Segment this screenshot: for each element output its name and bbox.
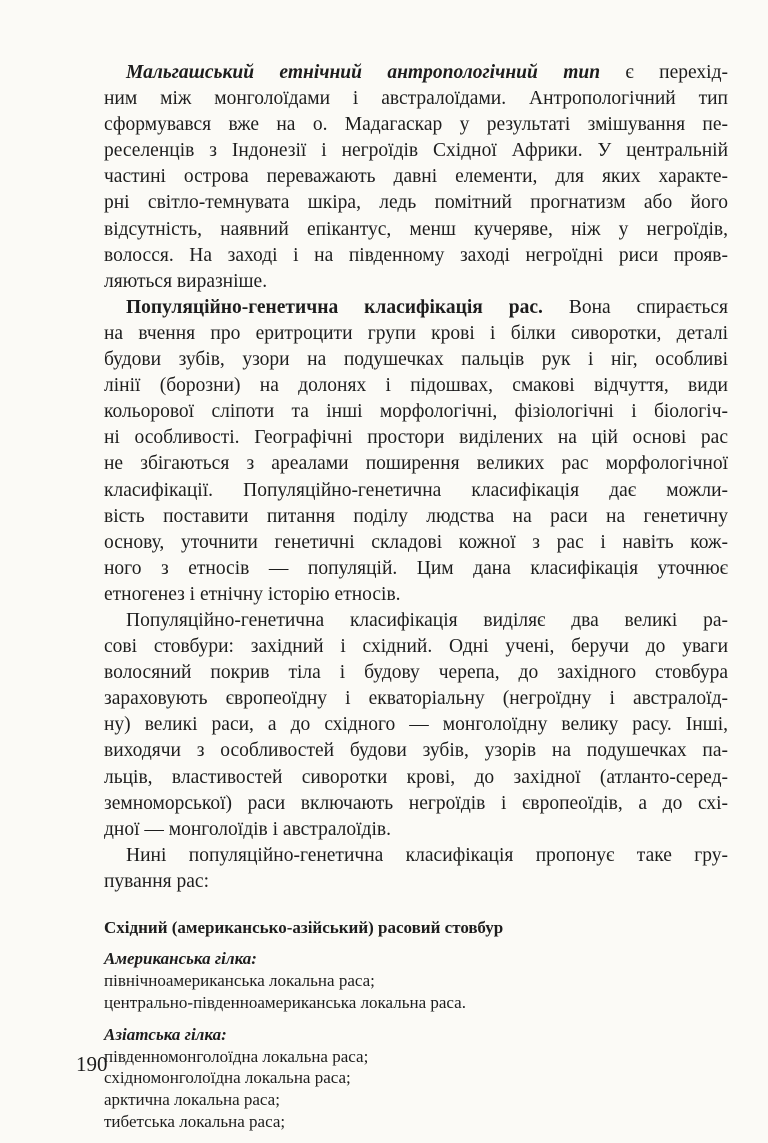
- italic-term: Мальгашський етнічний антропологічний тип: [126, 62, 601, 83]
- text-line: [104, 112, 728, 138]
- line-text: зараховують європеоїдну і екваторіальну (негроїдну і австралоїд-: [104, 688, 728, 710]
- text-line: [104, 738, 728, 764]
- text-line: [104, 608, 728, 634]
- text-line: [104, 791, 728, 817]
- text-line: [104, 712, 728, 738]
- line-text: відсутність, наявний епікантус, менш кучеряве, ніж у негроїдів,: [104, 218, 728, 240]
- line-text: земноморської) раси включають негроїдів і європеоїдів, а до схі-: [104, 792, 728, 814]
- paragraph: [104, 843, 728, 895]
- line-text: кольорової сліпоти та інші морфологічні, фізіологічні і біологіч-: [104, 401, 728, 423]
- list-item: тибетська локальна раса;: [104, 1111, 286, 1131]
- text-line: [104, 504, 728, 530]
- list-item: південномонголоїдна локальна раса;: [104, 1046, 369, 1066]
- line-text: ним між монголоїдами і австралоїдами. Антропологічний тип: [104, 88, 728, 110]
- line-text: волосся. На заході і на південному заході негроїдні риси прояв-: [104, 244, 728, 266]
- text-line: [104, 556, 728, 582]
- text-line: [104, 582, 728, 608]
- section-heading: Східний (американсько-азійський) расовий стовбур: [104, 918, 504, 937]
- line-text: будови зубів, узори на подушечках пальців рук і ніг, особливі: [104, 349, 728, 371]
- text-line: [104, 451, 728, 477]
- text-line: [104, 373, 728, 399]
- text-line: [104, 321, 728, 347]
- paragraph: [104, 60, 728, 295]
- text-line: [104, 86, 728, 112]
- text-line: [104, 399, 728, 425]
- paragraph: [104, 608, 728, 843]
- text-line: [104, 869, 728, 895]
- line-text: ного з етносів — популяцій. Цим дана класифікація уточнює: [104, 557, 728, 579]
- page-number: 190: [76, 1052, 108, 1076]
- branch-heading: Азіатська гілка:: [104, 1024, 227, 1044]
- line-text: сформувався вже на о. Мадагаскар у результаті змішування пе-: [104, 114, 728, 136]
- text-line: [104, 530, 728, 556]
- body-text: [104, 60, 728, 895]
- list-item: центрально-південноамериканська локальна раса.: [104, 992, 466, 1012]
- text-line: [104, 425, 728, 451]
- line-text: рні світло-темнувата шкіра, ледь помітний прогнатизм або його: [104, 192, 728, 214]
- text-line: [104, 686, 728, 712]
- line-text: ляються виразніше.: [104, 270, 268, 292]
- list-item: арктична локальна раса;: [104, 1090, 280, 1110]
- line-text: класифікації. Популяційно-генетична класифікація дає можли-: [104, 479, 728, 501]
- text-line: [104, 634, 728, 660]
- line-text: ні особливості. Географічні простори виділених на цій основі рас: [104, 427, 728, 449]
- line-text: Нині популяційно-генетична класифікація пропонує таке гру-: [126, 844, 728, 866]
- text-line: [104, 660, 728, 686]
- branch: [104, 1024, 728, 1133]
- line-text: на вчення про еритроцити групи крові і білки сиворотки, деталі: [104, 322, 728, 344]
- branch-heading: Американська гілка:: [104, 949, 257, 968]
- text-line: [104, 295, 728, 321]
- line-text: частині острова переважають давні елементи, для яких характе-: [104, 166, 728, 188]
- text-line: [104, 243, 728, 269]
- line-text: основу, уточнити генетичні складові кожної з рас і навіть кож-: [104, 531, 728, 553]
- text-line: [104, 60, 728, 86]
- line-text: льців, властивостей сиворотки крові, до західної (атланто-серед-: [104, 766, 728, 788]
- branch-list: [104, 948, 728, 1133]
- line-text: пування рас:: [104, 870, 209, 892]
- text-line: [104, 138, 728, 164]
- line-text: Популяційно-генетична класифікація виділяє два великі ра-: [126, 609, 728, 631]
- line-text: є перехід-: [600, 62, 728, 83]
- line-text: виходячи з особливостей будови зубів, узорів на подушечках па-: [104, 740, 728, 762]
- text-line: [104, 765, 728, 791]
- text-line: [104, 269, 728, 295]
- line-text: дної — монголоїдів і австралоїдів.: [104, 818, 391, 840]
- line-text: ну) великі раси, а до східного — монголоїдну велику расу. Інші,: [104, 714, 728, 736]
- list-item: східномонголоїдна локальна раса;: [104, 1068, 351, 1088]
- line-text: волосяний покрив тіла і будову черепа, до західного стовбура: [104, 662, 728, 684]
- text-line: [104, 478, 728, 504]
- list-item: північноамериканська локальна раса;: [104, 971, 375, 990]
- line-text: лінії (борозни) на долонях і підошвах, смакові відчуття, види: [104, 375, 728, 397]
- line-text: не збігаються з ареалами поширення великих рас морфологічної: [104, 453, 728, 475]
- line-text: етногенез і етнічну історію етносів.: [104, 583, 401, 605]
- text-line: [104, 347, 728, 373]
- bold-term: Популяційно-генетична класифікація рас.: [126, 296, 543, 318]
- line-text: вість поставити питання поділу людства на раси на генетичну: [104, 505, 728, 527]
- text-line: [104, 190, 728, 216]
- line-text: сові стовбури: західний і східний. Одні учені, беручи до уваги: [104, 636, 728, 658]
- line-text: Вона спирається: [542, 296, 728, 318]
- text-line: [104, 817, 728, 843]
- line-text: реселенців з Індонезії і негроїдів Східної Африки. У центральній: [104, 140, 728, 162]
- race-grouping-section: [104, 917, 728, 1133]
- page-body: [104, 60, 728, 1143]
- text-line: [104, 164, 728, 190]
- text-line: [104, 217, 728, 243]
- branch: [104, 948, 728, 1014]
- paragraph: [104, 295, 728, 608]
- text-line: [104, 843, 728, 869]
